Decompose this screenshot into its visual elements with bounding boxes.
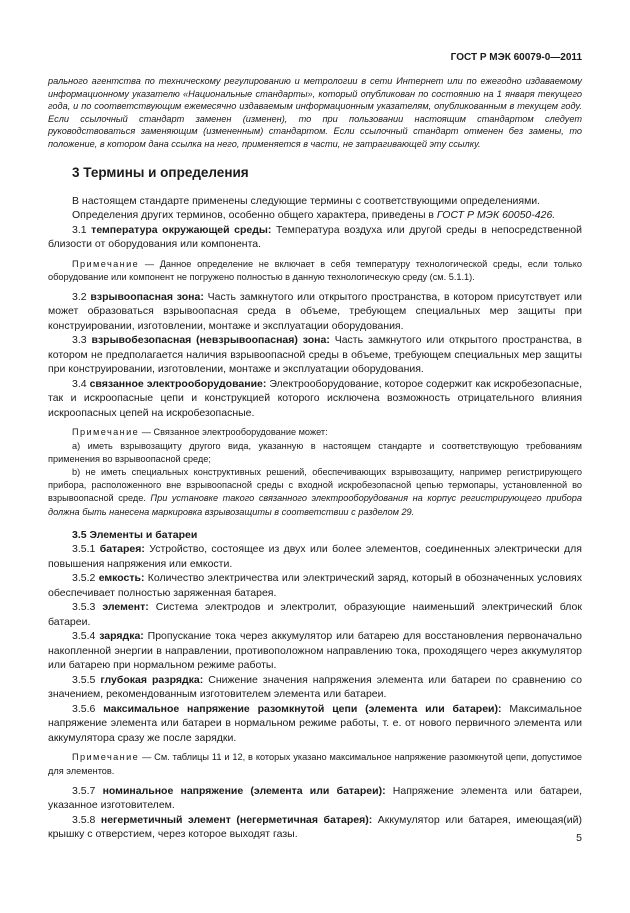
note-item-b-italic: При установке такого связанного электрооборудования на корпус регистрирующего прибора должна быть нанесена маркировка взрывозащиты в соответствии с разделом 29.	[48, 493, 582, 517]
note-label: Примечание	[72, 427, 140, 438]
term-number: 3.5.4	[72, 630, 100, 643]
term-definition: Снижение значения напряжения элемента или батареи по сравнению со значением, рекомендованным изготовителем элемента или батареи.	[48, 673, 582, 701]
term-number: 3.5.2	[72, 572, 99, 585]
note-label: Примечание	[72, 258, 140, 269]
term-definition: Максимальное напряжение элемента или батареи в нормальном режиме работы, т. е. от нового первичного элемента или аккумулятора сразу же после зарядки.	[48, 702, 582, 744]
subsection-title: 3.5 Элементы и батареи	[72, 528, 198, 541]
term-number: 3.5.5	[72, 673, 101, 686]
term-name: элемент:	[102, 601, 149, 614]
term-number: 3.3	[72, 334, 92, 347]
term-name: взрывоопасная зона:	[90, 290, 204, 303]
note-label: Примечание	[72, 752, 140, 763]
term-definition: Система электродов и электролит, образующие наименьший электрический блок батареи.	[48, 601, 582, 628]
note-3-4-item-a: а) иметь взрывозащиту другого вида, указанную в настоящем стандарте и соответствующую требованиям применения во взрывоопасной среде;	[48, 440, 582, 464]
term-definition: Электрооборудование, которое содержит как искробезопасные, так и искроопасные цепи и конструкцией которого исключена возможность отрицательного влияния искроопасных цепей на искробезопасные.	[48, 377, 582, 419]
term-3-5-8	[48, 813, 582, 842]
term-3-5-3	[48, 600, 582, 629]
term-number: 3.1	[72, 223, 92, 236]
term-definition: Аккумулятор или батарея, имеющая(ий) крышку с отверстием, через которое выходят газы.	[48, 813, 582, 841]
term-3-5-6	[48, 702, 582, 746]
page-number: 5	[576, 832, 582, 844]
term-number: 3.5.8	[72, 813, 101, 826]
note-3-1	[48, 258, 582, 284]
term-3-5-5	[48, 673, 582, 702]
term-3-1	[48, 223, 582, 252]
note-3-4-item-b	[48, 466, 582, 519]
term-name: емкость:	[98, 572, 145, 585]
term-definition: Устройство, состоящее из двух или более элементов, соединенных электрически для повышения напряжения или емкости.	[48, 543, 582, 570]
section-intro-1: В настоящем стандарте применены следующие термины с соответствующими определениями.	[72, 194, 541, 207]
section-title: 3 Термины и определения	[72, 164, 249, 180]
term-name: максимальное напряжение разомкнутой цепи (элемента или батареи):	[103, 702, 502, 715]
term-3-5-4	[48, 629, 582, 673]
term-name: батарея:	[99, 543, 145, 556]
term-3-5-7	[48, 784, 582, 813]
note-text: — Связанное электрооборудование может:	[139, 427, 328, 438]
term-name: негерметичный элемент (негерметичная батарея):	[100, 813, 373, 826]
standard-reference: ГОСТ Р МЭК 60050-426.	[436, 209, 556, 222]
term-number: 3.2	[72, 290, 91, 303]
term-definition: Напряжение элемента или батареи, указанное изготовителем.	[48, 784, 583, 812]
term-name: номинальное напряжение (элемента или батареи):	[102, 784, 386, 797]
term-name: связанное электрооборудование:	[89, 377, 267, 390]
section-intro-2	[48, 208, 582, 223]
note-text: — Данное определение не включает в себя температуру технологической среды, если только оборудование или компонент не погружено полностью в данную технологическую среду (см. 5.1.1).	[48, 258, 582, 282]
term-number: 3.5.1	[72, 543, 100, 556]
term-name: глубокая разрядка:	[100, 673, 204, 686]
term-definition: Часть замкнутого или открытого пространства, в котором не предполагается наличия взрывоопасной среды в объеме, требующем специальных мер защиты при конструировании, изготовлении, монтаже и эксплуатации оборудования.	[48, 334, 582, 376]
note-3-4	[48, 426, 582, 439]
term-3-5-1	[48, 542, 582, 571]
term-3-5-2	[48, 571, 582, 600]
term-3-4	[48, 377, 582, 421]
term-name: взрывобезопасная (невзрывоопасная) зона:	[91, 334, 330, 347]
term-3-2	[48, 290, 582, 334]
term-name: зарядка:	[99, 630, 144, 643]
term-number: 3.5.6	[72, 702, 104, 715]
document-header: ГОСТ Р МЭК 60079-0—2011	[450, 52, 582, 63]
note-text: — См. таблицы 11 и 12, в которых указано максимальное напряжение разомкнутой цепи, допустимое для элементов.	[48, 752, 582, 776]
term-3-3	[48, 333, 582, 377]
section-intro-2-text: Определения других терминов, особенно общего характера, приведены в	[72, 209, 437, 222]
term-number: 3.5.7	[72, 784, 103, 797]
page-content	[48, 75, 582, 842]
term-name: температура окружающей среды:	[91, 223, 272, 236]
term-definition: Температура воздуха или другой среды в непосредственной близости от оборудования или компонента.	[48, 223, 582, 251]
term-definition: Часть замкнутого или открытого пространства, в котором присутствует или может образоваться взрывоопасная среда в объеме, требующем специальных мер защиты при конструировании, изготовлении, монтаже и эксплуатации оборудования.	[48, 290, 583, 332]
term-definition: Количество электричества или электрический заряд, который в обозначенных условиях обеспечивает полностью заряженная батарея.	[48, 572, 582, 599]
intro-paragraph: рального агентства по техническому регулированию и метрологии в сети Интернет или по ежегодно издаваемому информационному указателю «Национальные стандарты», который опубликован по состоянию на 1 января текущего года, и по соответствующим ежемесячно издаваемым информационным указателям, опубликованным в текущем году. Если ссылочный стандарт заменен (изменен), то при пользовании настоящим стандартом следует руководствоваться заменяющим (измененным) стандартом. Если ссылочный стандарт отменен без замены, то положение, в котором дана ссылка на него, применяется в части, не затрагивающей эту ссылку.	[48, 76, 582, 149]
term-definition: Пропускание тока через аккумулятор или батарею для восстановления первоначально накопленной энергии в направлении, противоположном направлению тока, проходящего через аккумулятор или батарею при нормальном режиме работы.	[48, 630, 582, 672]
term-number: 3.5.3	[72, 601, 103, 614]
term-number: 3.4	[72, 377, 90, 390]
note-item-b-text: b) не иметь специальных конструктивных решений, обеспечивающих взрывозащиту, например регистрирующего прибора, расположенного вне взрывоопасной среды с входной искробезопасной цепью термопары, установленной во взрывоопасной среде.	[48, 467, 582, 504]
note-3-5-6	[48, 751, 582, 777]
